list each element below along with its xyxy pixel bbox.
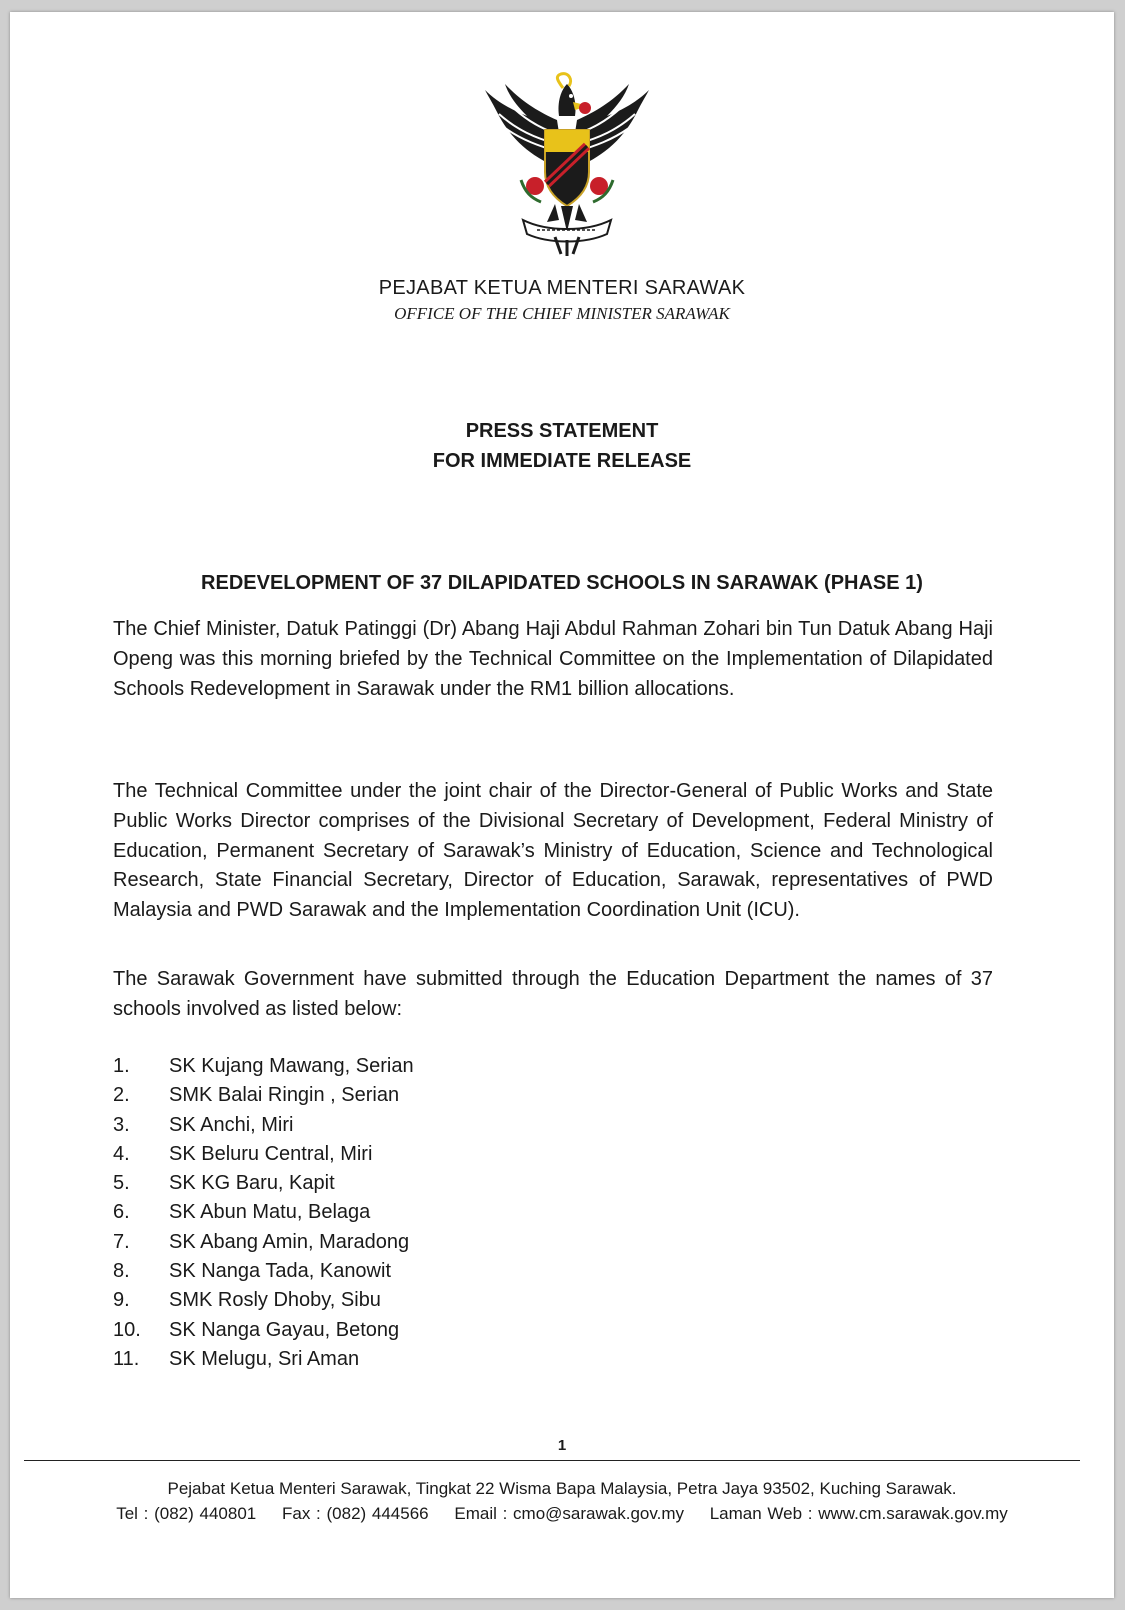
school-name: SK Nanga Gayau, Betong [169,1318,400,1341]
list-item [113,1198,813,1227]
school-name: SK Kujang Mawang, Serian [169,1055,414,1077]
list-item-number: 3. [113,1113,130,1136]
school-name: SK Melugu, Sri Aman [169,1347,360,1370]
school-name: SMK Balai Ringin , Serian [169,1084,400,1107]
list-item [113,1228,813,1257]
list-item-number: 5. [113,1172,130,1195]
list-item-number: 11. [113,1347,140,1370]
list-item [113,1286,813,1315]
footer-address: Pejabat Ketua Menteri Sarawak, Tingkat 22 Wisma Bapa Malaysia, Petra Jaya 93502, Kuching Sarawak. [167,1479,957,1498]
list-item [113,1081,813,1110]
school-name: SK KG Baru, Kapit [169,1172,335,1195]
list-item [113,1257,813,1286]
list-item-number: 1. [113,1055,130,1077]
office-name-malay: PEJABAT KETUA MENTERI SARAWAK [378,277,746,299]
school-name: SK Beluru Central, Miri [169,1142,373,1165]
school-name: SK Anchi, Miri [169,1113,294,1136]
list-item [113,1140,813,1169]
school-name: SK Nanga Tada, Kanowit [169,1260,392,1283]
school-list [113,1052,813,1374]
school-name: SK Abang Amin, Maradong [169,1230,410,1253]
paragraph-school-submission: The Sarawak Government have submitted through the Education Department the names of 37 schools involved as listed below: [113,968,993,1020]
footer-fax: Fax : (082) 444566 [281,1504,429,1523]
footer-web: Laman Web : www.cm.sarawak.gov.my [709,1504,1008,1523]
statement-headline: REDEVELOPMENT OF 37 DILAPIDATED SCHOOLS IN SARAWAK (PHASE 1) [201,572,923,594]
press-statement-title: PRESS STATEMENT [465,420,659,442]
footer-email: Email : cmo@sarawak.gov.my [454,1504,684,1523]
list-item-number: 10. [113,1318,141,1341]
paragraph-chief-minister-briefing: The Chief Minister, Datuk Patinggi (Dr) Abang Haji Abdul Rahman Zohari bin Tun Datuk Abang Haji Openg was this morning briefed by the Technical Committee on the Implementation of Dilapidated Schools Redevelopment in Sarawak under the RM1 billion allocations. [113,618,993,700]
list-item-number: 7. [113,1230,130,1253]
list-item-number: 9. [113,1289,130,1312]
school-name: SK Abun Matu, Belaga [169,1201,371,1224]
list-item [113,1316,813,1345]
list-item [113,1111,813,1140]
footer-contact [10,1504,1114,1524]
document-page [10,12,1114,1598]
office-name-english: OFFICE OF THE CHIEF MINISTER SARAWAK [394,304,730,323]
footer-tel: Tel : (082) 440801 [116,1504,257,1523]
list-item-number: 6. [113,1201,130,1224]
release-subtitle: FOR IMMEDIATE RELEASE [432,450,692,472]
list-item [113,1345,813,1374]
list-item-number: 8. [113,1260,130,1283]
paragraph-technical-committee: The Technical Committee under the joint chair of the Director-General of Public Works and State Public Works Director comprises of the Divisional Secretary of Development, Federal Ministry of Education, Permanent Secretary of Sarawak’s Ministry of Education, Science and Technological Research, State Financial Secretary, Director of Education, Sarawak, representatives of PWD Malaysia and PWD Sarawak and the Implementation Coordination Unit (ICU). [113,780,993,922]
list-item-number: 2. [113,1084,130,1107]
sarawak-coat-of-arms-icon [477,72,657,257]
school-name: SMK Rosly Dhoby, Sibu [169,1289,381,1312]
list-item [113,1169,813,1198]
page-number: 1 [557,1437,567,1454]
list-item-number: 4. [113,1142,130,1165]
footer-divider [24,1460,1080,1461]
list-item [113,1052,813,1081]
